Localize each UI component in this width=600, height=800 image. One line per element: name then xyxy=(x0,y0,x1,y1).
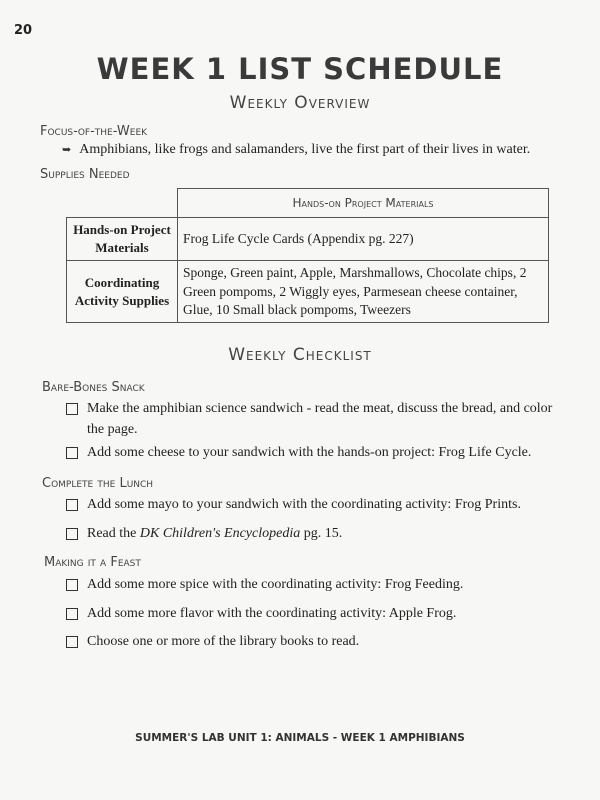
checklist-item[interactable] xyxy=(66,494,566,515)
page-title: WEEK 1 LIST SCHEDULE xyxy=(96,52,504,86)
checklist-item[interactable] xyxy=(66,603,566,624)
checkbox-icon[interactable] xyxy=(66,528,78,540)
table-header: Hands-on Project Materials xyxy=(178,189,549,218)
focus-label: Focus-of-the-Week xyxy=(40,124,148,139)
checklist-item-text: Add some more spice with the coordinating activity: Frog Feeding. xyxy=(87,577,464,592)
checklist-item-text: Add some cheese to your sandwich with the hands-on project: Frog Life Cycle. xyxy=(87,445,532,460)
checklist-item[interactable] xyxy=(66,523,566,544)
bare-bones-label: Bare-Bones Snack xyxy=(42,380,145,395)
row-label: Coordinating Activity Supplies xyxy=(67,261,178,323)
table-row xyxy=(67,261,549,323)
checkbox-icon[interactable] xyxy=(66,636,78,648)
checklist-item-text: Choose one or more of the library books to read. xyxy=(87,634,360,649)
checklist-item[interactable] xyxy=(66,442,566,463)
page-number: 20 xyxy=(14,23,33,38)
read-suffix: pg. 15. xyxy=(300,526,343,541)
focus-text: Amphibians, like frogs and salamanders, live the first part of their lives in water. xyxy=(79,142,531,157)
complete-lunch-label: Complete the Lunch xyxy=(42,476,154,491)
checklist-item[interactable] xyxy=(66,398,566,440)
checkbox-icon[interactable] xyxy=(66,579,78,591)
checklist-item[interactable] xyxy=(66,631,566,652)
checkbox-icon[interactable] xyxy=(66,499,78,511)
weekly-checklist-heading: Weekly Checklist xyxy=(228,345,372,365)
table-row xyxy=(67,218,549,261)
checklist-item[interactable] xyxy=(66,574,566,595)
page-footer: SUMMER'S LAB UNIT 1: ANIMALS - WEEK 1 AMPHIBIANS xyxy=(135,732,465,744)
feast-label: Making it a Feast xyxy=(44,555,141,570)
checklist-item-text: Add some more flavor with the coordinating activity: Apple Frog. xyxy=(87,606,457,621)
read-prefix: Read the xyxy=(87,526,140,541)
row-label: Hands-on Project Materials xyxy=(67,218,178,261)
checklist-item-text xyxy=(87,523,342,544)
row-value: Frog Life Cycle Cards (Appendix pg. 227) xyxy=(178,218,549,261)
checkbox-icon[interactable] xyxy=(66,447,78,459)
weekly-overview-heading: Weekly Overview xyxy=(229,93,371,113)
row-value: Sponge, Green paint, Apple, Marshmallows, Chocolate chips, 2 Green pompoms, 2 Wiggly eyes, Parmesean cheese container, Glue, 10 Small black pompoms, Tweezers xyxy=(178,261,549,323)
book-title: DK Children's Encyclopedia xyxy=(139,526,301,541)
table-header-row xyxy=(67,189,549,218)
checklist-item-text: Make the amphibian science sandwich - read the meat, discuss the bread, and color the page. xyxy=(87,401,553,437)
supplies-table xyxy=(66,188,549,323)
checklist-item-text: Add some mayo to your sandwich with the coordinating activity: Frog Prints. xyxy=(87,497,521,512)
checkbox-icon[interactable] xyxy=(66,403,78,415)
checkbox-icon[interactable] xyxy=(66,608,78,620)
focus-item xyxy=(62,142,530,158)
supplies-label: Supplies Needed xyxy=(40,167,130,182)
table-corner-cell xyxy=(67,189,178,218)
arrow-bullet-icon: ➥ xyxy=(62,144,72,156)
